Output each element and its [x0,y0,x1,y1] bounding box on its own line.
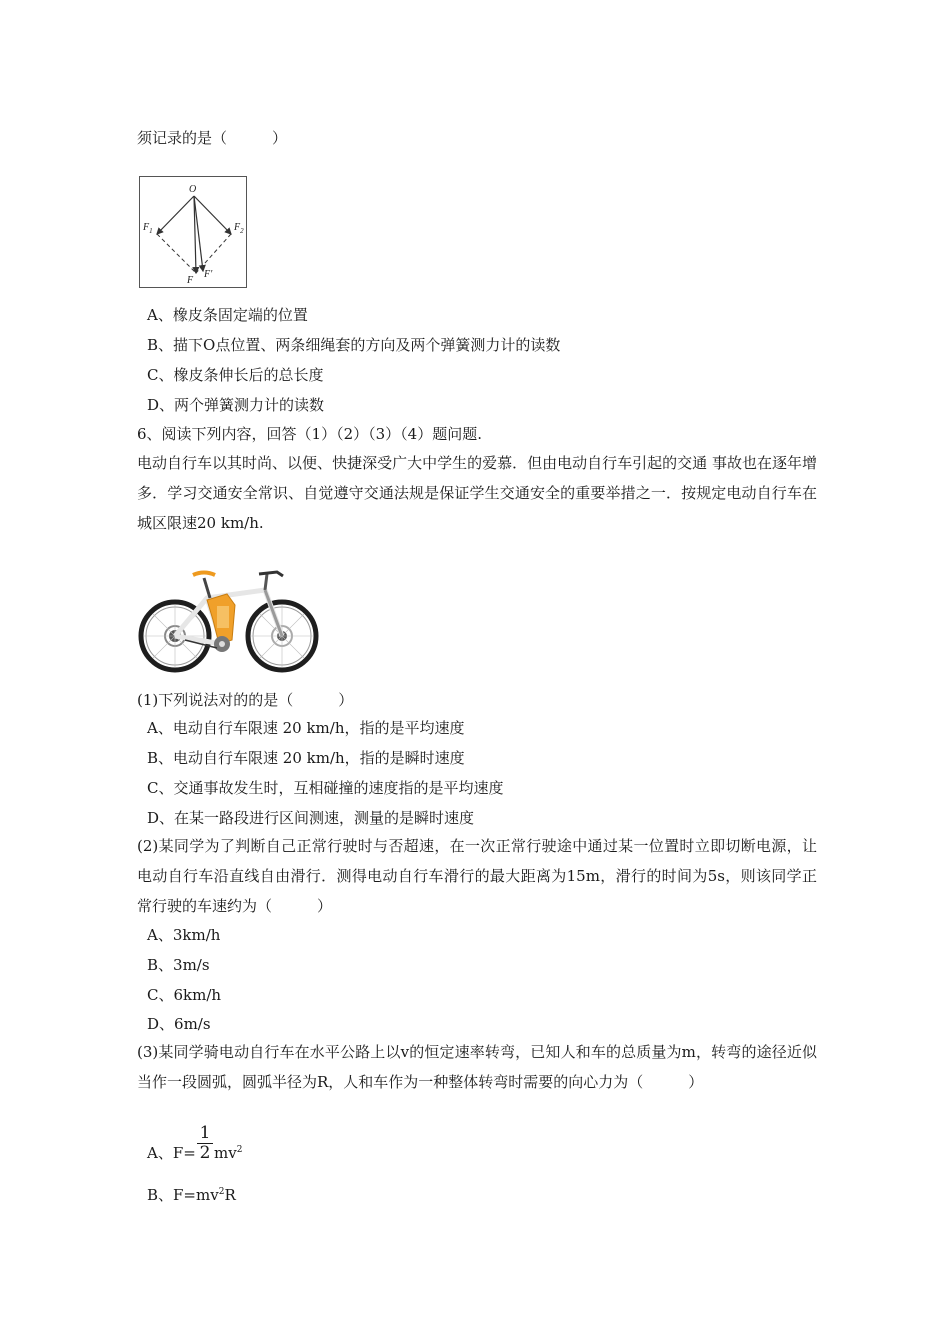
sub1-option-b: B、电动自行车限速 20 km/h，指的是瞬时速度 [147,749,465,767]
sub1-option-c: C、交通事故发生时，互相碰撞的速度指的是平均速度 [147,779,504,797]
fraction-numerator: 1 [197,1125,213,1144]
q6-passage: 电动自行车以其时尚、以便、快捷深受广大中学生的爱慕．但由电动自行车引起的交通 事故也在逐年增多．学习交通安全常识、自觉遵守交通法规是保证学生交通安全的重要举措之一．按规定电动自行车在城区限速20 km/h. [137,454,817,532]
sub3-option-a-prefix: A、F= [147,1144,196,1162]
label-fprime: F' [204,269,213,280]
sub3-stem: (3)某同学骑电动自行车在水平公路上以v的恒定速率转弯，已知人和车的总质量为m，转弯的途径近似当作一段圆弧，圆弧半径为R，人和车作为一种整体转弯时需要的向心力为（ ） [137,1043,817,1091]
fraction-one-half [197,1125,213,1162]
option-b-prefix: B、F=mv [147,1186,219,1204]
label-f2-sub: 2 [240,227,244,235]
sub1-option-a: A、电动自行车限速 20 km/h，指的是平均速度 [147,719,465,737]
sub3-option-b [147,1185,236,1205]
label-f: F [187,275,194,286]
option-a-exponent: 2 [236,1145,243,1155]
label-f2: F [234,222,241,233]
sub2-option-b: B、3m/s [147,956,210,974]
q6-intro: 6、阅读下列内容，回答（1）（2）（3）（4）题问题. [137,425,482,443]
option-a-mv: mv [214,1144,237,1162]
q5-option-b: B、描下O点位置、两条细绳套的方向及两个弹簧测力计的读数 [147,336,561,354]
sub1-stem: (1)下列说法对的的是（ ） [137,691,354,709]
sub2-option-d: D、6m/s [147,1015,211,1033]
fraction-denominator: 2 [199,1143,211,1163]
force-diagram-figure [139,176,247,288]
label-f1-sub: 1 [149,227,153,235]
question-continuation: 须记录的是（ ） [137,129,288,147]
sub3-option-a-expression [214,1143,242,1163]
q5-option-a: A、橡皮条固定端的位置 [147,306,308,324]
sub1-option-d: D、在某一路段进行区间测速，测量的是瞬时速度 [147,809,475,827]
option-b-exponent: 2 [218,1187,225,1197]
sub2-option-a: A、3km/h [147,926,221,944]
q5-option-c: C、橡皮条伸长后的总长度 [147,366,324,384]
sub2-option-c: C、6km/h [147,986,222,1004]
electric-bicycle-image [137,560,322,677]
label-o: O [189,184,197,195]
sub2-stem: (2)某同学为了判断自己正常行驶时与否超速，在一次正常行驶途中通过某一位置时立即切断电源，让电动自行车沿直线自由滑行．测得电动自行车滑行的最大距离为15m，滑行的时间为5s，则该同学正常行驶的车速约为（ ） [137,837,817,915]
label-f1: F [143,222,150,233]
q5-option-d: D、两个弹簧测力计的读数 [147,396,325,414]
option-b-suffix: R [224,1186,236,1204]
